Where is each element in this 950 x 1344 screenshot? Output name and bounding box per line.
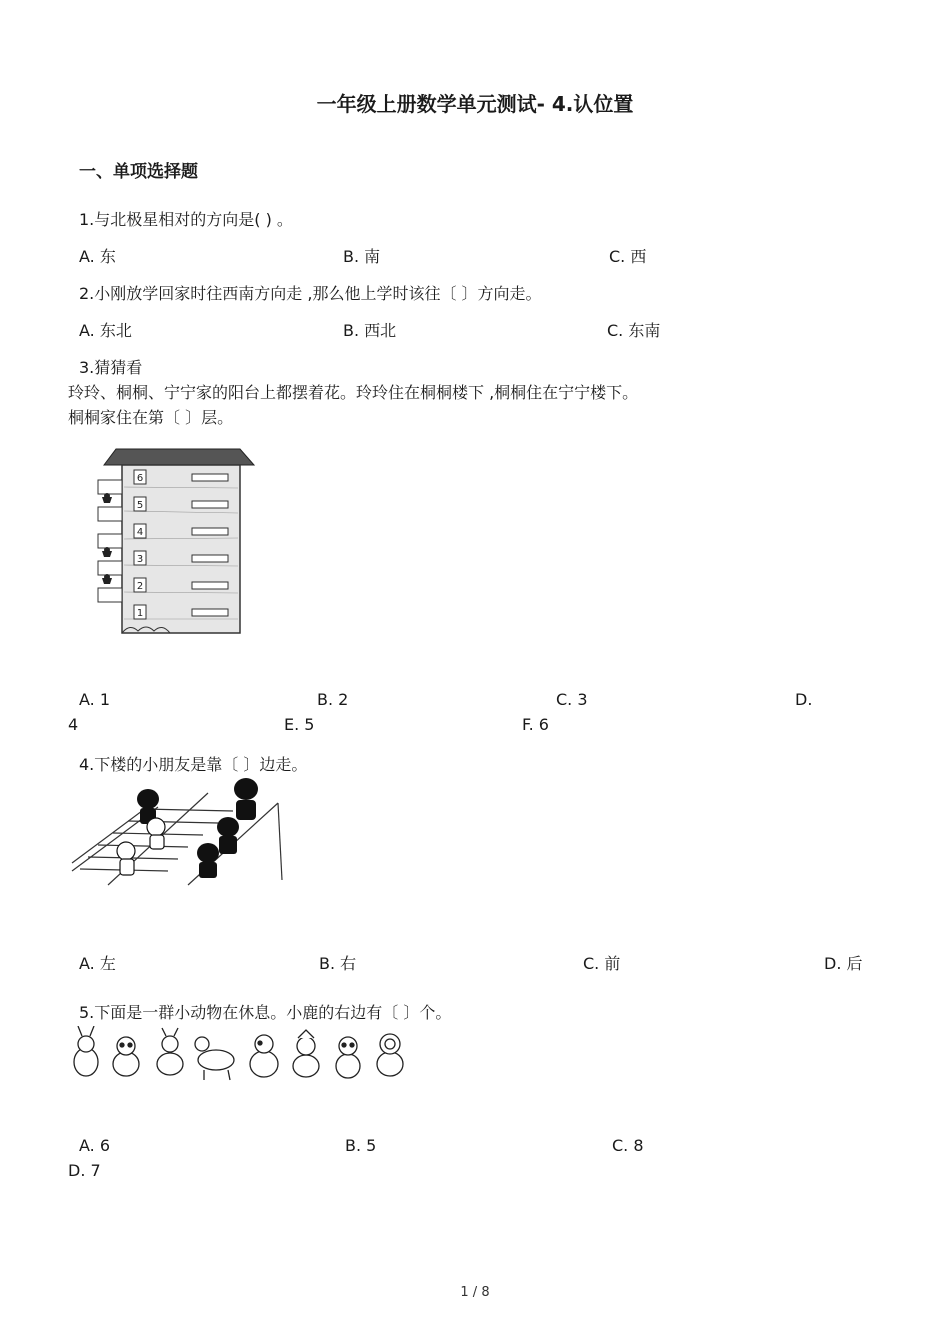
q3-option-b[interactable]: B. 2 (317, 690, 349, 709)
animals-figure (68, 1026, 412, 1084)
question-3-stem: 3.猜猜看 (79, 358, 143, 377)
q1-option-a[interactable]: A. 东 (79, 247, 116, 266)
q5-option-b[interactable]: B. 5 (345, 1136, 377, 1155)
floor-number: 3 (136, 554, 144, 565)
q1-option-c[interactable]: C. 西 (609, 247, 647, 266)
q4-option-d[interactable]: D. 后 (824, 954, 863, 973)
question-3-text-line2: 桐桐家住在第〔 〕层。 (68, 408, 234, 427)
q4-option-a[interactable]: A. 左 (79, 954, 116, 973)
q4-option-c[interactable]: C. 前 (583, 954, 621, 973)
q1-option-b[interactable]: B. 南 (343, 247, 381, 266)
floor-number: 4 (136, 527, 144, 538)
q3-option-e[interactable]: E. 5 (284, 715, 315, 734)
page-title: 一年级上册数学单元测试- 4.认位置 (316, 92, 634, 116)
stairs-figure (68, 775, 286, 890)
q5-option-c[interactable]: C. 8 (612, 1136, 644, 1155)
q3-option-d[interactable]: D. (795, 690, 813, 709)
q5-option-d[interactable]: D. 7 (68, 1161, 101, 1180)
q3-option-f[interactable]: F. 6 (522, 715, 549, 734)
floor-number: 1 (136, 608, 144, 619)
question-4-stem: 4.下楼的小朋友是靠〔 〕边走。 (79, 755, 308, 774)
building-figure (92, 447, 258, 635)
q3-option-d-value: 4 (68, 715, 79, 734)
q2-option-b[interactable]: B. 西北 (343, 321, 397, 340)
floor-number: 2 (136, 581, 144, 592)
q4-option-b[interactable]: B. 右 (319, 954, 357, 973)
question-3-text-line1: 玲玲、桐桐、宁宁家的阳台上都摆着花。玲玲住在桐桐楼下 ,桐桐住在宁宁楼下。 (68, 383, 639, 402)
question-5-stem: 5.下面是一群小动物在休息。小鹿的右边有〔 〕个。 (79, 1003, 452, 1022)
floor-number: 5 (136, 500, 144, 511)
question-2-stem: 2.小刚放学回家时往西南方向走 ,那么他上学时该往〔 〕方向走。 (79, 284, 542, 303)
q5-option-a[interactable]: A. 6 (79, 1136, 111, 1155)
question-1-stem: 1.与北极星相对的方向是( ) 。 (79, 210, 293, 229)
q3-option-a[interactable]: A. 1 (79, 690, 111, 709)
q3-option-c[interactable]: C. 3 (556, 690, 588, 709)
page-number: 1 / 8 (460, 1285, 490, 1300)
q2-option-a[interactable]: A. 东北 (79, 321, 132, 340)
q2-option-c[interactable]: C. 东南 (607, 321, 661, 340)
floor-number: 6 (136, 473, 144, 484)
section-heading: 一、单项选择题 (79, 162, 198, 182)
